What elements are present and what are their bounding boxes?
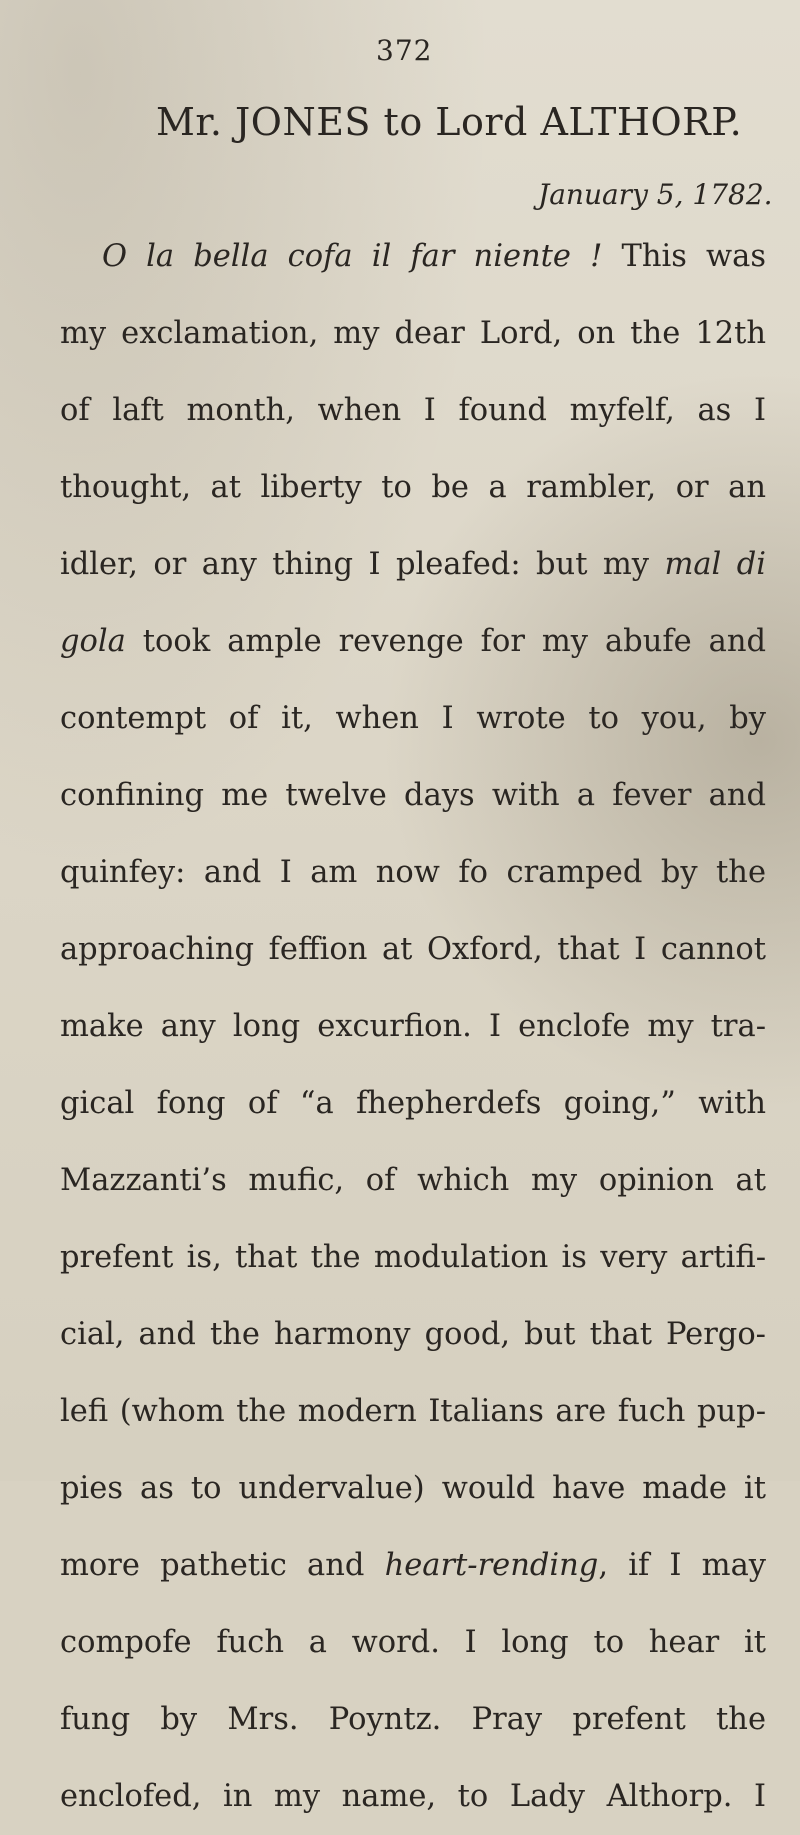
text-line	[60, 1681, 766, 1758]
text-line	[60, 1758, 766, 1835]
text-segment: approaching feffion at Oxford, that I cannot	[60, 932, 766, 967]
text-line	[60, 218, 766, 295]
text-line	[60, 1142, 766, 1219]
text-line	[60, 680, 766, 757]
text-segment: enclofed, in my name, to Lady Althorp. I	[60, 1779, 766, 1814]
text-segment: confining me twelve days with a fever and	[60, 778, 766, 813]
text-segment: took ample revenge for my abufe and	[125, 624, 766, 659]
text-line	[60, 449, 766, 526]
text-line	[60, 1527, 766, 1604]
text-segment: fung by Mrs. Poyntz. Pray prefent the	[60, 1702, 766, 1737]
italic-text: gola	[60, 624, 126, 659]
text-line	[60, 1296, 766, 1373]
italic-text: O la bella cofa il far niente !	[102, 239, 603, 274]
text-segment: prefent is, that the modulation is very artifi-	[60, 1240, 766, 1275]
text-line	[60, 834, 766, 911]
letter-date: January 5, 1782.	[538, 178, 773, 211]
text-segment: make any long excurfion. I enclofe my tra-	[60, 1009, 766, 1044]
text-segment: lefi (whom the modern Italians are fuch pup-	[60, 1394, 766, 1429]
text-segment: quinfey: and I am now fo cramped by the	[60, 855, 766, 890]
text-segment: contempt of it, when I wrote to you, by	[60, 701, 766, 736]
text-segment: gical fong of “a fhepherdefs going,” with	[60, 1086, 766, 1121]
text-segment: more pathetic and	[60, 1548, 385, 1583]
text-segment: compofe fuch a word. I long to hear it	[60, 1625, 766, 1660]
text-segment: thought, at liberty to be a rambler, or an	[60, 470, 766, 505]
text-segment: of laft month, when I found myfelf, as I	[60, 393, 766, 428]
text-line	[60, 1450, 766, 1527]
text-segment: my exclamation, my dear Lord, on the 12th	[60, 316, 766, 351]
text-segment: This was	[602, 239, 766, 274]
text-line	[60, 988, 766, 1065]
page-number: 372	[376, 34, 433, 67]
text-segment: , if I may	[598, 1548, 766, 1583]
text-segment: cial, and the harmony good, but that Pergo-	[60, 1317, 766, 1352]
text-line	[60, 295, 766, 372]
text-line	[60, 757, 766, 834]
text-line	[60, 1219, 766, 1296]
text-line	[60, 526, 766, 603]
text-line	[60, 1065, 766, 1142]
italic-text: mal di	[664, 547, 766, 582]
italic-text: heart-rending	[384, 1548, 599, 1583]
letter-body	[60, 218, 766, 1835]
text-segment: pies as to undervalue) would have made it	[60, 1471, 766, 1506]
text-line	[60, 1604, 766, 1681]
letter-heading: Mr. JONES to Lord ALTHORP.	[156, 100, 743, 144]
text-segment: idler, or any thing I pleafed: but my	[60, 547, 665, 582]
text-line	[60, 372, 766, 449]
text-line	[60, 603, 766, 680]
text-segment: Mazzanti’s mufic, of which my opinion at	[60, 1163, 766, 1198]
text-line	[60, 1373, 766, 1450]
text-line	[60, 911, 766, 988]
